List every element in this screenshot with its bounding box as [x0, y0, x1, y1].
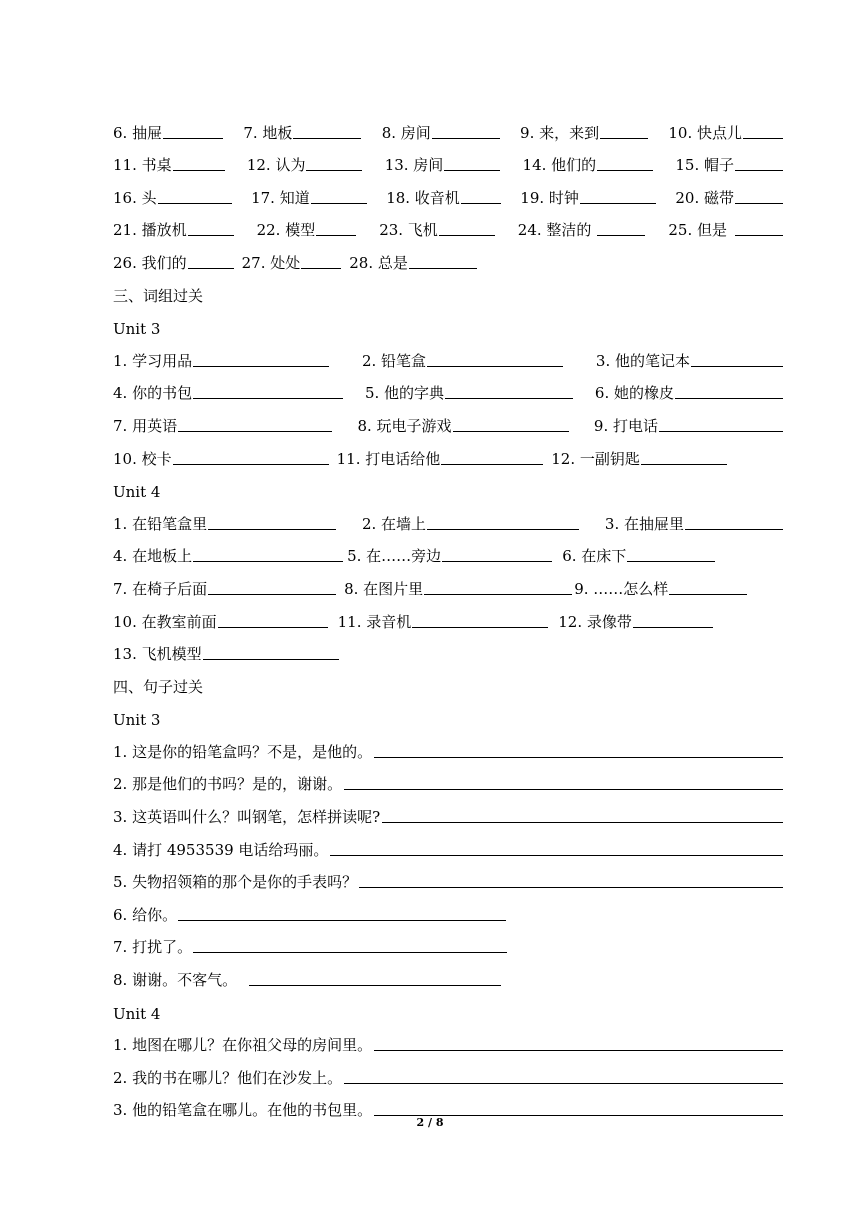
answer-line[interactable] — [344, 789, 783, 790]
answer-blank[interactable] — [208, 593, 336, 595]
phrase-row — [113, 599, 783, 632]
sentence-row — [113, 1023, 783, 1056]
answer-blank[interactable] — [669, 593, 747, 595]
answer-line[interactable] — [249, 984, 501, 986]
answer-blank[interactable] — [188, 234, 234, 236]
vocab-prompt: 26. 我们的 — [113, 253, 187, 272]
answer-blank[interactable] — [173, 169, 225, 171]
phrase-row — [113, 403, 783, 436]
phrase-item — [357, 415, 568, 436]
vocab-item — [243, 122, 361, 143]
vocab-prompt: 17. 知道 — [251, 188, 310, 207]
phrase-row — [113, 632, 783, 665]
vocab-item — [257, 219, 357, 240]
unit-label: Unit 4 — [113, 483, 161, 502]
vocab-prompt: 27. 处处 — [241, 253, 301, 272]
sentence-prompt: 3. 他的铅笔盒在哪儿。在他的书包里。 — [113, 1101, 373, 1120]
answer-blank[interactable] — [743, 137, 783, 139]
vocab-prompt: 14. 他们的 — [522, 156, 597, 175]
answer-blank[interactable] — [432, 137, 500, 139]
sentence-row — [113, 860, 783, 893]
answer-blank[interactable] — [424, 593, 572, 595]
phrase-prompt: 3. 他的笔记本 — [595, 351, 690, 370]
phrase-row — [113, 338, 783, 371]
vocab-item — [668, 122, 783, 143]
phrase-item — [596, 350, 783, 371]
phrase-item — [113, 382, 343, 403]
phrase-prompt: 13. 飞机模型 — [113, 645, 202, 664]
phrase-prompt: 2. 在墙上 — [361, 514, 427, 533]
vocab-item — [386, 187, 501, 208]
answer-blank[interactable] — [193, 365, 329, 367]
phrase-prompt: 8. 在图片里 — [344, 579, 424, 598]
phrase-row — [113, 501, 783, 534]
answer-line[interactable] — [374, 1050, 783, 1051]
phrase-prompt: 1. 在铅笔盒里 — [113, 514, 208, 533]
answer-blank[interactable] — [218, 626, 328, 628]
phrase-prompt: 10. 校卡 — [113, 449, 172, 468]
sentence-prompt: 1. 地图在哪儿？在你祖父母的房间里。 — [113, 1036, 373, 1055]
answer-line[interactable] — [178, 919, 506, 921]
vocab-prompt: 12. 认为 — [246, 156, 306, 175]
vocab-item — [113, 187, 232, 208]
sentence-prompt: 8. 谢谢。不客气。 — [113, 971, 238, 990]
answer-blank[interactable] — [735, 169, 783, 171]
answer-blank[interactable] — [735, 234, 783, 236]
sentence-row — [113, 892, 783, 925]
vocab-prompt: 21. 播放机 — [113, 221, 187, 240]
answer-blank[interactable] — [173, 463, 329, 465]
phrase-prompt: 4. 在地板上 — [113, 547, 193, 566]
phrase-prompt: 7. 在椅子后面 — [113, 579, 208, 598]
vocab-prompt: 9. 来，来到 — [520, 123, 600, 142]
vocab-prompt: 15. 帽子 — [675, 156, 734, 175]
phrase-row — [113, 371, 783, 404]
answer-line[interactable] — [330, 855, 783, 856]
phrase-item — [344, 578, 572, 599]
vocab-item — [675, 187, 783, 208]
answer-blank[interactable] — [597, 234, 645, 236]
answer-blank[interactable] — [442, 560, 552, 562]
vocab-item — [382, 122, 500, 143]
answer-blank[interactable] — [675, 397, 783, 399]
phrase-item — [595, 382, 783, 403]
phrase-item — [551, 448, 727, 469]
phrase-item — [594, 415, 783, 436]
vocab-prompt: 25. 但是 — [668, 221, 727, 240]
phrase-item — [362, 350, 563, 371]
answer-line[interactable] — [344, 1083, 783, 1084]
answer-blank[interactable] — [685, 528, 783, 530]
phrase-prompt: 10. 在教室前面 — [113, 612, 217, 631]
phrase-prompt: 12. 录像带 — [558, 612, 632, 631]
vocab-row — [113, 240, 783, 273]
vocab-item — [113, 252, 234, 273]
phrase-prompt: 12. 一副钥匙 — [551, 449, 640, 468]
answer-line[interactable] — [359, 887, 783, 888]
sentence-prompt: 2. 那是他们的书吗？是的，谢谢。 — [113, 775, 343, 794]
phrase-item — [347, 545, 552, 566]
answer-blank[interactable] — [735, 202, 783, 204]
phrase-item — [338, 611, 549, 632]
answer-blank[interactable] — [580, 202, 656, 204]
answer-blank[interactable] — [208, 528, 336, 530]
phrase-item — [113, 415, 332, 436]
answer-blank[interactable] — [163, 137, 223, 139]
vocab-item — [113, 154, 225, 175]
vocab-item — [242, 252, 342, 273]
answer-blank[interactable] — [441, 463, 543, 465]
phrase-item — [113, 513, 336, 534]
phrase-item — [558, 611, 713, 632]
unit-label: Unit 3 — [113, 711, 161, 730]
sentence-row — [113, 925, 783, 958]
phrase-prompt: 9. ……怎么样 — [574, 579, 669, 598]
answer-blank[interactable] — [193, 560, 343, 562]
answer-blank[interactable] — [427, 365, 563, 367]
sentence-row — [113, 729, 783, 762]
sentence-row — [113, 1055, 783, 1088]
page-number: 2 / 8 — [416, 1116, 444, 1129]
answer-blank[interactable] — [627, 560, 715, 562]
answer-blank[interactable] — [633, 626, 713, 628]
answer-blank[interactable] — [439, 234, 495, 236]
vocab-prompt: 20. 磁带 — [675, 188, 734, 207]
unit-label: Unit 3 — [113, 320, 161, 339]
answer-blank[interactable] — [445, 397, 573, 399]
answer-blank[interactable] — [306, 169, 362, 171]
section-title: 三、词组过关 — [113, 286, 204, 305]
answer-blank[interactable] — [600, 137, 648, 139]
phrase-prompt: 6. 她的橡皮 — [594, 384, 674, 403]
phrase-row — [113, 534, 783, 567]
sentence-prompt: 2. 我的书在哪儿？他们在沙发上。 — [113, 1068, 343, 1087]
answer-line[interactable] — [193, 951, 507, 953]
sentence-prompt: 1. 这是你的铅笔盒吗？不是，是他的。 — [113, 742, 373, 761]
phrase-item — [113, 448, 329, 469]
answer-blank[interactable] — [597, 169, 653, 171]
vocab-prompt: 19. 时钟 — [520, 188, 579, 207]
vocab-row — [113, 110, 783, 143]
vocab-item — [251, 187, 367, 208]
phrase-prompt: 1. 学习用品 — [113, 351, 193, 370]
vocab-item — [385, 154, 501, 175]
vocab-item — [379, 219, 495, 240]
answer-blank[interactable] — [188, 267, 234, 269]
sentence-row — [113, 827, 783, 860]
unit-label: Unit 4 — [113, 1004, 161, 1023]
phrase-prompt: 7. 用英语 — [113, 416, 178, 435]
vocab-prompt: 13. 房间 — [384, 156, 444, 175]
vocab-prompt: 10. 快点儿 — [668, 123, 742, 142]
sentence-prompt: 4. 请打 4953539 电话给玛丽。 — [113, 840, 329, 859]
vocab-item — [675, 154, 783, 175]
vocab-prompt: 11. 书桌 — [113, 156, 172, 175]
vocab-prompt: 28. 总是 — [349, 253, 408, 272]
phrase-prompt: 5. 他的字典 — [364, 384, 445, 403]
phrase-prompt: 8. 玩电子游戏 — [357, 416, 452, 435]
answer-blank[interactable] — [311, 202, 367, 204]
answer-blank[interactable] — [203, 658, 339, 660]
vocab-prompt: 18. 收音机 — [386, 188, 460, 207]
phrase-item — [562, 545, 715, 566]
answer-blank[interactable] — [427, 528, 579, 530]
answer-line[interactable] — [374, 757, 783, 758]
phrase-prompt: 2. 铅笔盒 — [361, 351, 427, 370]
vocab-row — [113, 208, 783, 241]
answer-blank[interactable] — [178, 430, 332, 432]
answer-blank[interactable] — [293, 137, 361, 139]
vocab-item — [520, 187, 656, 208]
vocab-prompt: 16. 头 — [113, 188, 157, 207]
phrase-item — [362, 513, 579, 534]
vocab-item — [247, 154, 363, 175]
phrase-item — [337, 448, 544, 469]
vocab-item — [349, 252, 477, 273]
worksheet-page — [113, 110, 783, 1120]
phrase-prompt: 6. 在床下 — [562, 547, 627, 566]
answer-blank[interactable] — [641, 463, 727, 465]
vocab-item — [518, 219, 646, 240]
vocab-prompt: 22. 模型 — [256, 221, 316, 240]
sentence-row — [113, 794, 783, 827]
sentence-prompt: 5. 失物招领箱的那个是你的手表吗？ — [113, 873, 358, 892]
phrase-item — [113, 611, 328, 632]
vocab-prompt: 7. 地板 — [243, 123, 293, 142]
vocab-row — [113, 143, 783, 176]
sentence-prompt: 6. 给你。 — [113, 905, 178, 924]
phrase-item — [605, 513, 783, 534]
phrase-prompt: 11. 录音机 — [337, 612, 412, 631]
vocab-prompt: 24. 整洁的 — [517, 221, 592, 240]
sentence-row — [113, 957, 783, 990]
phrase-prompt: 9. 打电话 — [593, 416, 658, 435]
vocab-item — [523, 154, 654, 175]
vocab-item — [520, 122, 648, 143]
answer-blank[interactable] — [461, 202, 501, 204]
answer-blank[interactable] — [301, 267, 341, 269]
phrase-item — [113, 350, 329, 371]
phrase-prompt: 4. 你的书包 — [113, 384, 193, 403]
answer-blank[interactable] — [193, 397, 343, 399]
vocab-row — [113, 175, 783, 208]
phrase-item — [574, 578, 747, 599]
answer-blank[interactable] — [444, 169, 500, 171]
answer-blank[interactable] — [659, 430, 783, 432]
answer-blank[interactable] — [158, 202, 232, 204]
phrase-row — [113, 436, 783, 469]
phrase-item — [113, 578, 336, 599]
vocab-prompt: 8. 房间 — [381, 123, 431, 142]
phrase-item — [113, 643, 339, 664]
vocab-prompt: 6. 抽屉 — [113, 123, 163, 142]
answer-blank[interactable] — [409, 267, 477, 269]
phrase-prompt: 3. 在抽屉里 — [604, 514, 684, 533]
vocab-item — [113, 122, 223, 143]
vocab-item — [113, 219, 234, 240]
answer-blank[interactable] — [412, 626, 548, 628]
sentence-row — [113, 762, 783, 795]
vocab-item — [668, 219, 783, 240]
answer-line[interactable] — [382, 822, 783, 823]
section-title: 四、句子过关 — [113, 677, 204, 696]
answer-blank[interactable] — [691, 365, 783, 367]
phrase-prompt: 5. 在……旁边 — [347, 547, 442, 566]
answer-blank[interactable] — [316, 234, 356, 236]
phrase-prompt: 11. 打电话给他 — [336, 449, 441, 468]
sentence-prompt: 7. 打扰了。 — [113, 938, 193, 957]
answer-blank[interactable] — [453, 430, 569, 432]
phrase-item — [113, 545, 343, 566]
phrase-item — [365, 382, 573, 403]
phrase-row — [113, 566, 783, 599]
sentence-prompt: 3. 这英语叫什么？叫钢笔，怎样拼读呢? — [113, 808, 381, 827]
vocab-prompt: 23. 飞机 — [379, 221, 438, 240]
